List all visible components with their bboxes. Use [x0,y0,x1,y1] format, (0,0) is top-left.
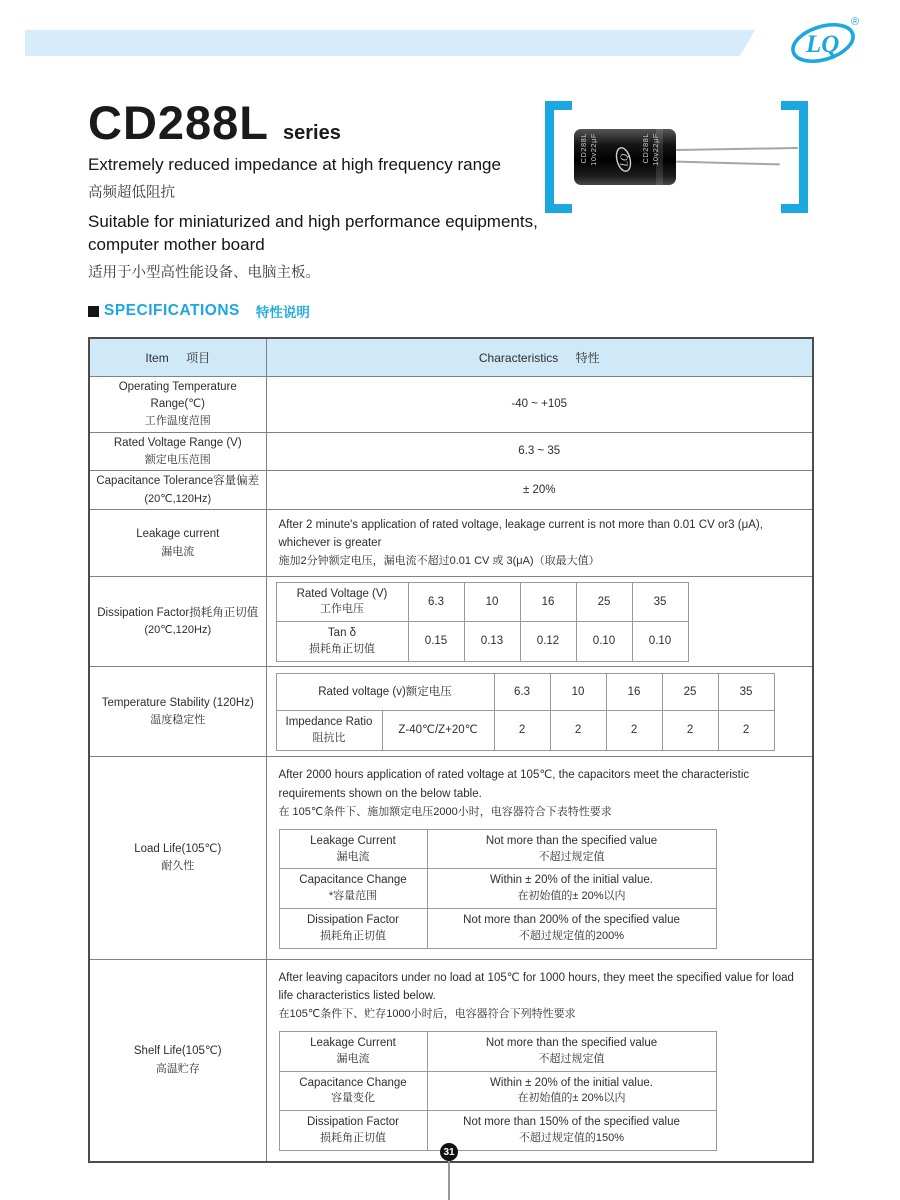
capacitor-lead-top [676,147,798,151]
intro-line-en-2a: Suitable for miniaturized and high performance equipments, [88,212,538,232]
voltage-value: 10 [464,582,520,622]
impedance-value: 2 [718,711,774,751]
criterion-requirement: Within ± 20% of the initial value. 在初始值的± 20%以内 [427,869,716,909]
tan-value: 0.13 [464,622,520,662]
dissipation-factor-table [276,582,689,662]
specifications-table [88,337,814,1163]
criterion-requirement: Not more than 150% of the specified value 不超过规定值的150% [427,1111,716,1151]
item-label: Dissipation Factor损耗角正切值 (20℃,120Hz) [89,577,266,667]
header-stripe [25,30,755,56]
tan-value: 0.10 [576,622,632,662]
tan-value: 0.12 [520,622,576,662]
item-label: Temperature Stability (120Hz) 温度稳定性 [89,667,266,757]
impedance-value: 2 [606,711,662,751]
row-operating-temperature [89,376,813,432]
intro-text [88,154,558,291]
characteristics-header-cn: 特性 [575,350,600,365]
voltage-value: 6.3 [408,582,464,622]
load-life-text-en: After 2000 hours application of rated voltage at 105℃, the capacitors meet the characteristic requirements shown on the below table. [278,769,750,800]
voltage-value: 16 [606,674,662,711]
table-row [276,711,774,751]
impedance-condition: Z-40℃/Z+20℃ [382,711,494,751]
characteristic-value: ± 20% [266,471,813,510]
svg-text:LQ: LQ [806,31,840,58]
voltage-value: 10 [550,674,606,711]
capacitor-photo [574,129,676,185]
item-label: Operating Temperature Range(℃) 工作温度范围 [89,376,266,432]
table-row [279,829,716,869]
temperature-stability-cell [266,667,813,757]
svg-text:®: ® [851,16,860,28]
table-row [279,909,716,949]
col-header-characteristics [266,338,813,376]
tan-value: 0.10 [632,622,688,662]
table-row [276,674,774,711]
capacitor-lead-bottom [676,161,780,166]
footer-divider-line [448,1161,450,1200]
shelf-life-table [279,1031,717,1151]
criterion-name: Leakage Current 漏电流 [279,829,427,869]
capacitor-marking: CD288L [579,133,588,164]
shelf-life-text-en: After leaving capacitors under no load at 105℃ for 1000 hours, they meet the specified value for load life characteristics listed below. [278,971,794,1003]
voltage-value: 35 [632,582,688,622]
section-bullet-icon [88,306,99,317]
svg-text:LQ: LQ [619,153,631,167]
tan-value: 0.15 [408,622,464,662]
criterion-requirement: Not more than the specified value 不超过规定值 [427,1032,716,1072]
load-life-cell [266,757,813,959]
row-capacitance-tolerance [89,471,813,510]
page-title [88,95,341,150]
capacitor-marking: 10v22μF [651,133,660,166]
capacitor-marking: CD288L [641,133,650,164]
table-row [276,582,688,622]
item-label: Leakage current 漏电流 [89,510,266,577]
voltage-value: 6.3 [494,674,550,711]
series-name: CD288L [88,96,270,149]
criterion-name: Capacitance Change *容量范围 [279,869,427,909]
table-row [279,1111,716,1151]
item-label: Capacitance Tolerance容量偏差 (20℃,120Hz) [89,471,266,510]
criterion-requirement: Not more than 200% of the specified value 不超过规定值的200% [427,909,716,949]
characteristic-value: -40 ~ +105 [266,376,813,432]
temperature-stability-table [276,673,775,751]
table-row [279,1032,716,1072]
dissipation-factor-cell [266,577,813,667]
row-load-life [89,757,813,959]
intro-line-en-2b: computer mother board [88,234,265,254]
item-header-en: Item [145,350,169,365]
row-rated-voltage-range [89,432,813,471]
criterion-name: Dissipation Factor 损耗角正切值 [279,1111,427,1151]
load-life-text-cn: 在 105℃条件下、施加额定电压2000小时，电容器符合下表特性要求 [278,806,612,819]
impedance-value: 2 [550,711,606,751]
criterion-name: Leakage Current 漏电流 [279,1032,427,1072]
voltage-value: 35 [718,674,774,711]
load-life-table [279,829,717,949]
shelf-life-cell [266,959,813,1162]
intro-line-en-1: Extremely reduced impedance at high frequency range [88,155,501,174]
capacitor-figure [545,98,808,218]
characteristics-header-en: Characteristics [478,350,559,365]
left-bracket-icon [545,101,572,213]
row-temperature-stability [89,667,813,757]
voltage-value: 25 [662,674,718,711]
criterion-name: Capacitance Change 容量变化 [279,1071,427,1111]
series-suffix: series [283,122,341,144]
table-row [279,869,716,909]
intro-line-cn-1: 高频超低阻抗 [88,185,175,202]
criterion-requirement: Within ± 20% of the initial value. 在初始值的± 20%以内 [427,1071,716,1111]
nested-header: Rated voltage (v)额定电压 [276,674,494,711]
section-title-cn: 特性说明 [255,305,310,320]
table-header-row [89,338,813,376]
col-header-item [89,338,266,376]
nested-header: Tan δ 损耗角正切值 [276,622,408,662]
criterion-name: Dissipation Factor 损耗角正切值 [279,909,427,949]
table-row [279,1071,716,1111]
right-bracket-icon [781,101,808,213]
item-label: Load Life(105℃) 耐久性 [89,757,266,959]
item-label: Rated Voltage Range (V) 额定电压范围 [89,432,266,471]
specifications-section-header [88,301,310,321]
voltage-value: 16 [520,582,576,622]
row-dissipation-factor [89,577,813,667]
criterion-requirement: Not more than the specified value 不超过规定值 [427,829,716,869]
brand-logo-icon [785,12,867,70]
row-shelf-life [89,959,813,1162]
impedance-value: 2 [662,711,718,751]
characteristic-value: 6.3 ~ 35 [266,432,813,471]
capacitor-marking: 10v22μF [589,133,598,166]
intro-line-cn-2: 适用于小型高性能设备、电脑主板。 [88,265,320,282]
voltage-value: 25 [576,582,632,622]
table-row [276,622,688,662]
characteristic-value: After 2 minute's application of rated voltage, leakage current is not more than 0.01 CV or3 (μA), whichever is greater 施加2分钟额定电压，漏电流不超过0.01 CV 或 3(μA)（取最大值） [266,510,813,577]
impedance-value: 2 [494,711,550,751]
capacitor-logo-icon [614,145,639,175]
section-title-en: SPECIFICATIONS [104,302,240,319]
shelf-life-text-cn: 在105℃条件下、贮存1000小时后，电容器符合下列特性要求 [278,1008,576,1021]
page-number-badge: 31 [440,1143,458,1161]
item-label: Shelf Life(105℃) 高温贮存 [89,959,266,1162]
nested-header: Impedance Ratio 阻抗比 [276,711,382,751]
nested-header: Rated Voltage (V) 工作电压 [276,582,408,622]
item-header-cn: 项目 [186,350,211,365]
row-leakage-current [89,510,813,577]
